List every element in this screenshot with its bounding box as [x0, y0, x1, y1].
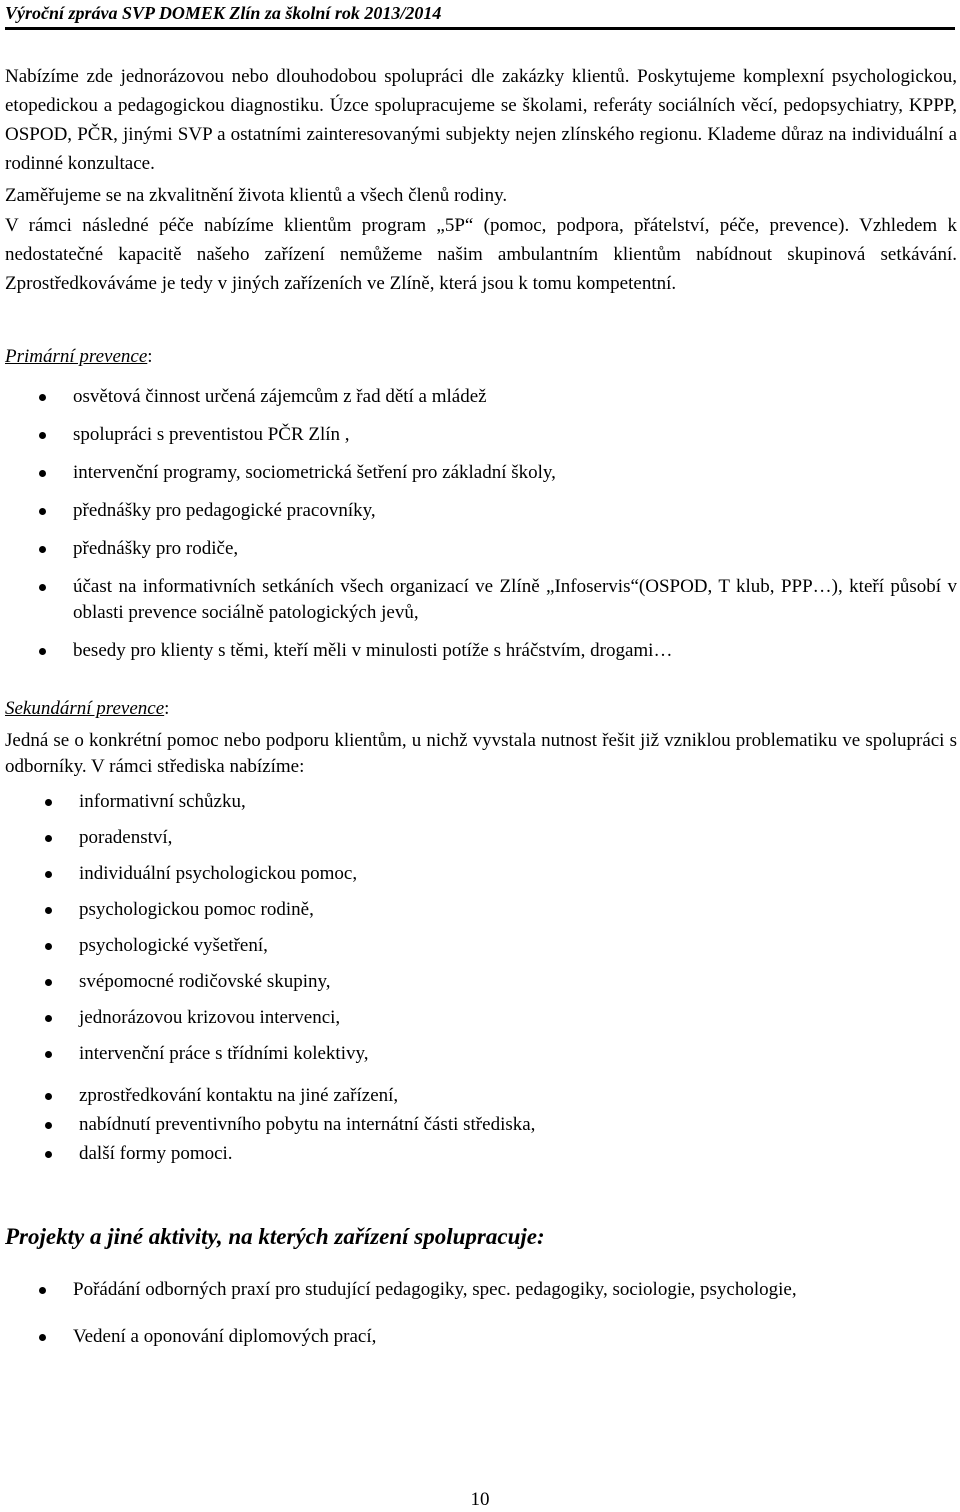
bullet-icon	[39, 1287, 46, 1294]
list-item: účast na informativních setkáních všech organizací ve Zlíně „Infoservis“(OSPOD, T klub, PPP…), kteří působí v oblasti prevence sociálně patologických jevů,	[5, 574, 957, 638]
secondary-prevention-heading	[5, 696, 957, 722]
bullet-icon	[45, 1051, 52, 1058]
primary-prevention-colon: :	[147, 346, 153, 367]
list-item: nabídnutí preventivního pobytu na internátní části střediska,	[5, 1112, 957, 1141]
bullet-icon	[45, 907, 52, 914]
header-title: Výroční zpráva SVP DOMEK Zlín za školní rok 2013/2014	[5, 3, 442, 23]
list-item: další formy pomoci.	[5, 1141, 957, 1170]
list-item: svépomocné rodičovské skupiny,	[5, 969, 957, 1005]
bullet-icon	[39, 508, 46, 515]
list-item: jednorázovou krizovou intervenci,	[5, 1005, 957, 1041]
intro-paragraph-2: Zaměřujeme se na zkvalitnění života klientů a všech členů rodiny.	[5, 185, 508, 206]
page-number: 10	[470, 1489, 490, 1510]
bullet-icon	[45, 943, 52, 950]
bullet-icon	[45, 979, 52, 986]
bullet-icon	[45, 1151, 52, 1158]
projects-list	[5, 1277, 957, 1354]
bullet-icon	[45, 1122, 52, 1129]
primary-prevention-list	[5, 384, 957, 676]
list-item: Vedení a oponování diplomových prací,	[5, 1324, 957, 1354]
bullet-icon	[39, 1334, 46, 1341]
list-item: přednášky pro pedagogické pracovníky,	[5, 498, 957, 536]
list-item: osvětová činnost určená zájemcům z řad dětí a mládež	[5, 384, 957, 422]
intro-paragraph-3: V rámci následné péče nabízíme klientům program „5P“ (pomoc, podpora, přátelství, péče, prevence). Vzhledem k nedostatečné kapacitě našeho zařízení nemůžeme našim ambulantním klientům nabídnout skupinová setkávání. Zprostředkováváme je tedy v jiných zařízeních ve Zlíně, která jsou k tomu kompetentní.	[5, 215, 957, 294]
header-rule	[5, 27, 955, 30]
list-item: zprostředkování kontaktu na jiné zařízení,	[5, 1083, 957, 1112]
list-item: intervenční práce s třídními kolektivy,	[5, 1041, 957, 1077]
intro-paragraph-1: Nabízíme zde jednorázovou nebo dlouhodobou spolupráci dle zakázky klientů. Poskytujeme komplexní psychologickou, etopedickou a pedagogickou diagnostiku. Úzce spolupracujeme se školami, referáty sociálních věcí, pedopsychiatry, KPPP, OSPOD, PČR, jinými SVP a ostatními zainteresovanými subjekty nejen zlínského regionu. Klademe důraz na individuální a rodinné konzultace.	[5, 66, 957, 174]
secondary-prevention-colon: :	[164, 698, 170, 719]
bullet-icon	[45, 1015, 52, 1022]
list-item: Pořádání odborných praxí pro studující pedagogiky, spec. pedagogiky, sociologie, psychologie,	[5, 1277, 957, 1324]
bullet-icon	[45, 835, 52, 842]
list-item: psychologické vyšetření,	[5, 933, 957, 969]
secondary-prevention-title: Sekundární prevence	[5, 698, 165, 719]
bullet-icon	[39, 394, 46, 401]
bullet-icon	[45, 871, 52, 878]
list-item: poradenství,	[5, 825, 957, 861]
list-item: intervenční programy, sociometrická šetření pro základní školy,	[5, 460, 957, 498]
page-header	[5, 3, 955, 33]
bullet-icon	[45, 1093, 52, 1100]
list-item: individuální psychologickou pomoc,	[5, 861, 957, 897]
secondary-prevention-list	[5, 789, 957, 1170]
list-item: informativní schůzku,	[5, 789, 957, 825]
primary-prevention-heading	[5, 344, 957, 370]
bullet-icon	[39, 470, 46, 477]
bullet-icon	[39, 648, 46, 655]
projects-heading: Projekty a jiné aktivity, na kterých zařízení spolupracuje:	[5, 1224, 545, 1249]
list-item: spolupráci s preventistou PČR Zlín ,	[5, 422, 957, 460]
list-item: psychologickou pomoc rodině,	[5, 897, 957, 933]
secondary-intro: Jedná se o konkrétní pomoc nebo podporu klientům, u nichž vyvstala nutnost řešit již vzniklou problematiku ve spolupráci s odborníky. V rámci střediska nabízíme:	[5, 730, 957, 777]
list-item: přednášky pro rodiče,	[5, 536, 957, 574]
bullet-icon	[39, 432, 46, 439]
list-item: besedy pro klienty s těmi, kteří měli v minulosti potíže s hráčstvím, drogami…	[5, 638, 957, 676]
bullet-icon	[39, 584, 46, 591]
bullet-icon	[45, 799, 52, 806]
primary-prevention-title: Primární prevence	[5, 346, 148, 367]
bullet-icon	[39, 546, 46, 553]
document-body	[5, 62, 957, 1354]
